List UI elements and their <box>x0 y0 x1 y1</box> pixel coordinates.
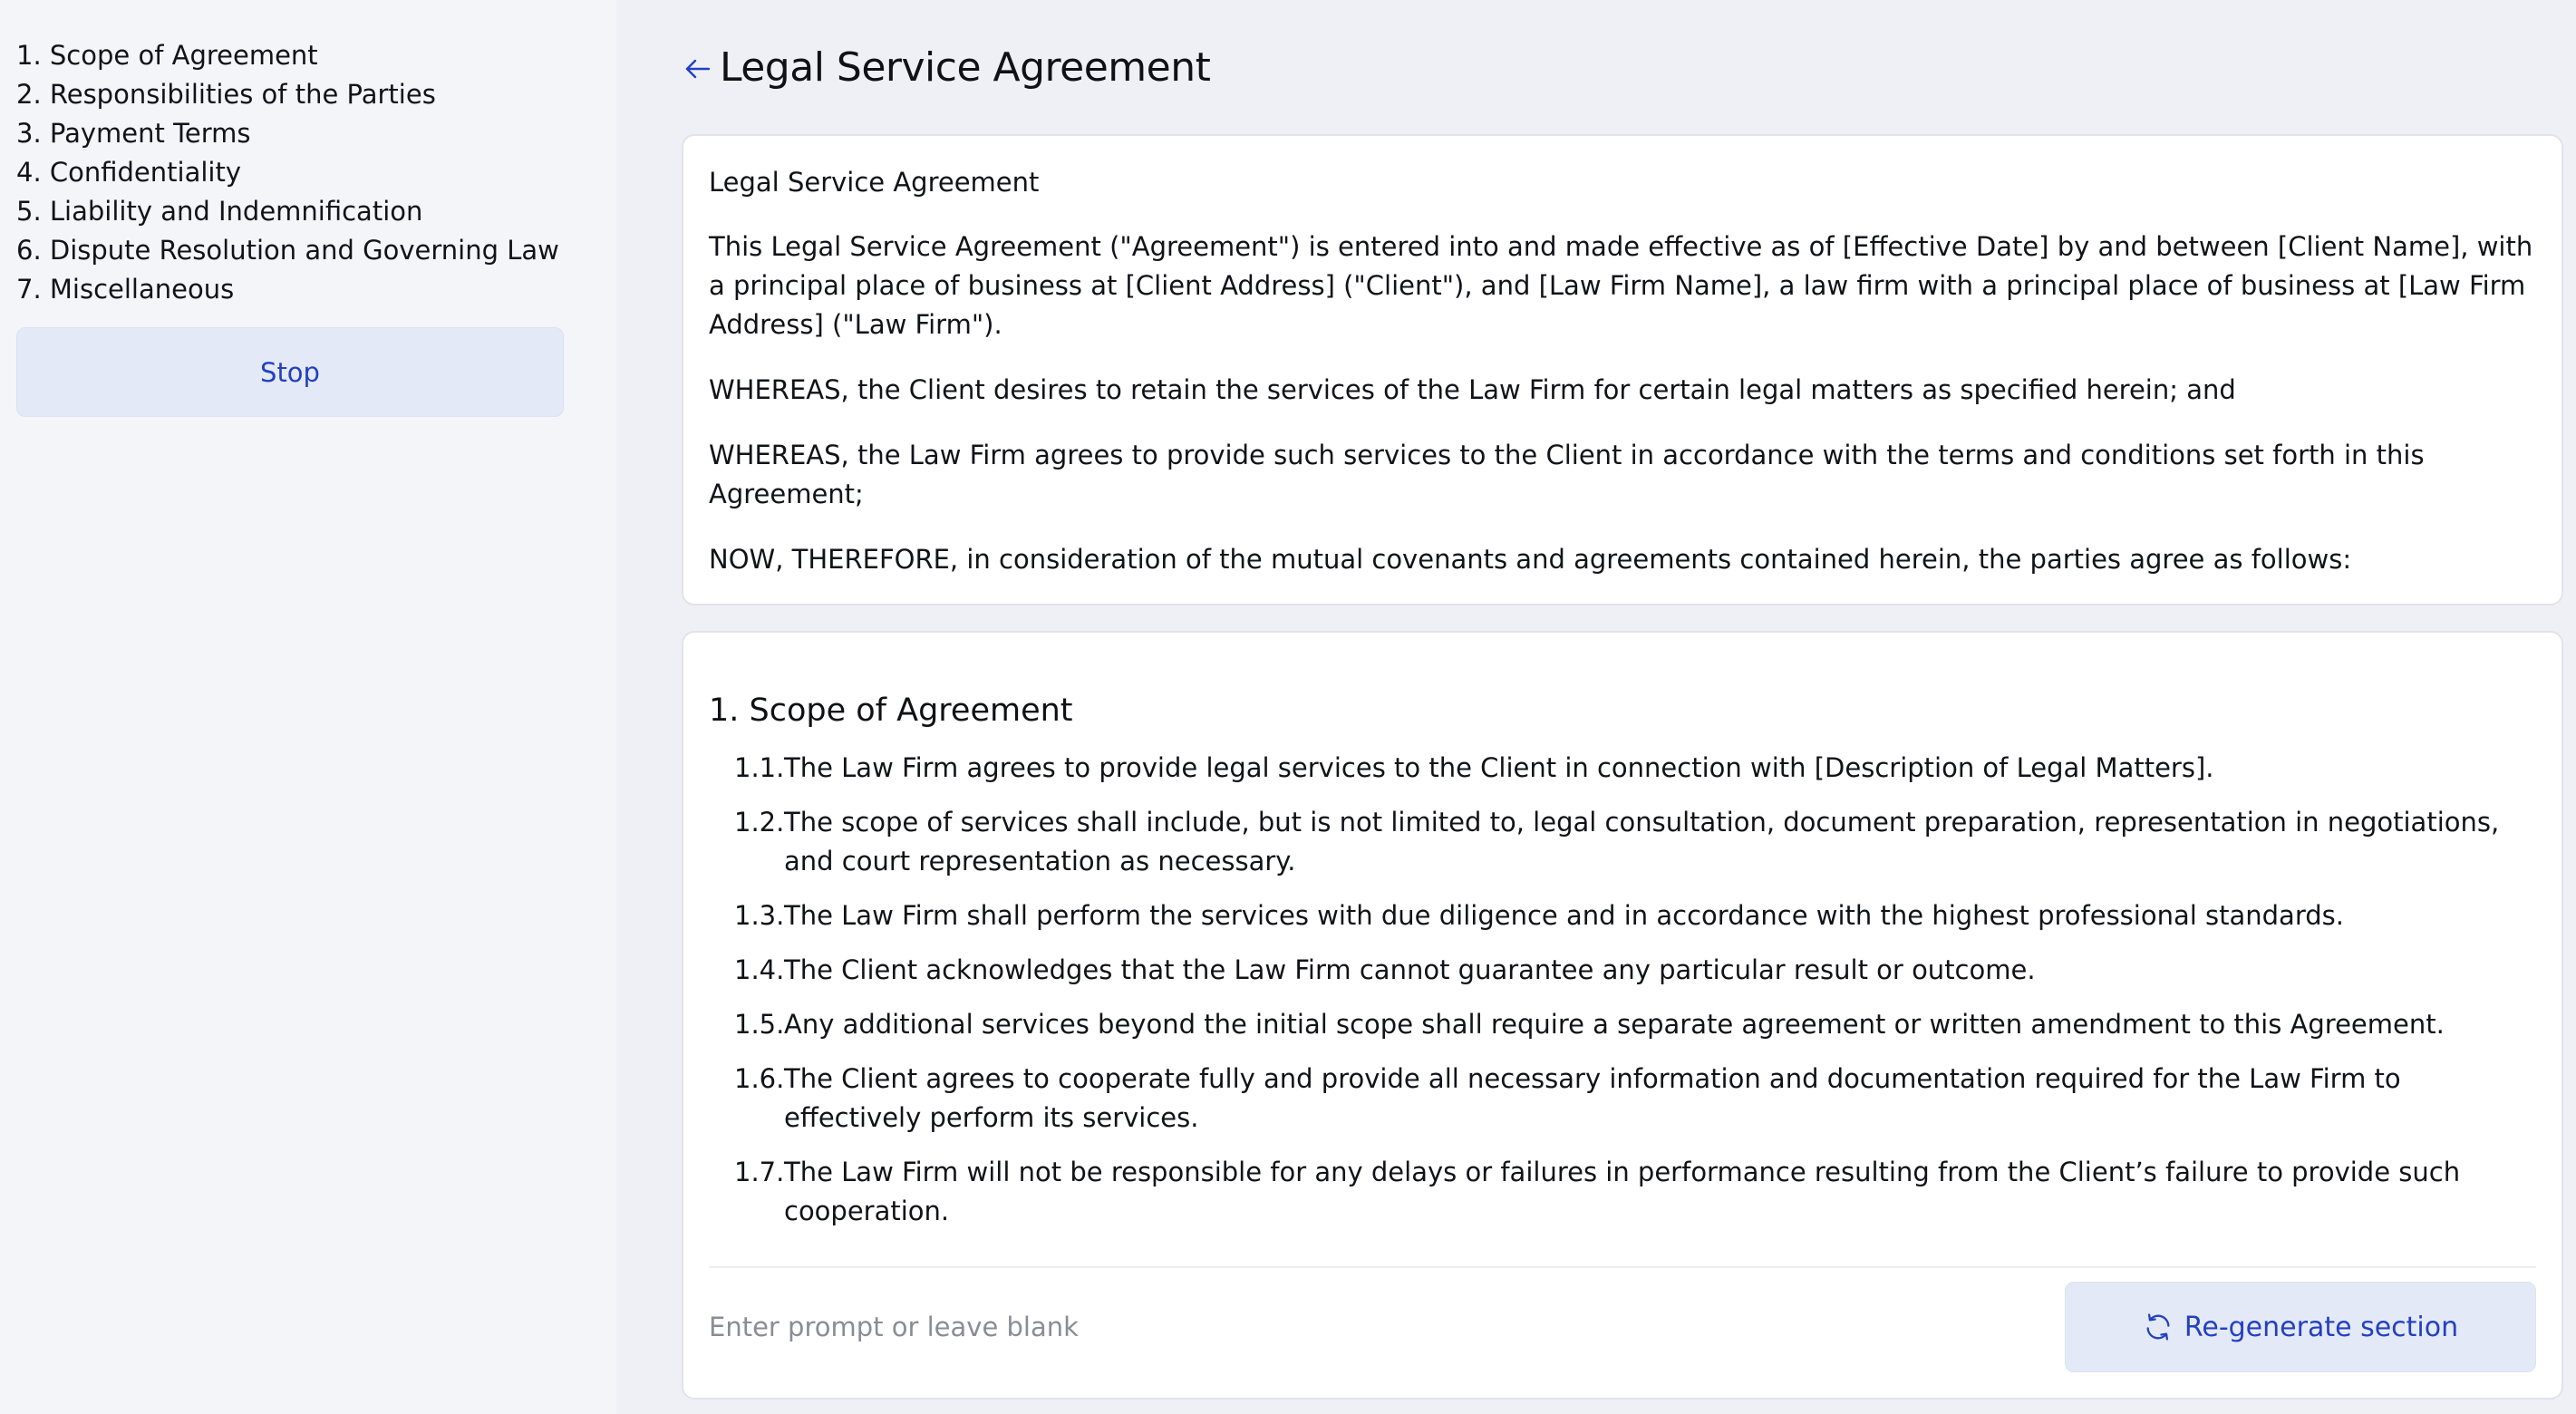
clause-item <box>734 896 2536 935</box>
main-content <box>616 0 2576 1414</box>
clause-number: 1.3. <box>734 900 785 931</box>
toc-item-responsibilities[interactable]: 2. Responsibilities of the Parties <box>16 79 436 110</box>
clause-text: The Client acknowledges that the Law Firm cannot guarantee any particular result or outcome. <box>784 954 2036 985</box>
regenerate-section-button[interactable] <box>2065 1282 2536 1372</box>
section-heading: 1. Scope of Agreement <box>709 692 1073 729</box>
divider <box>709 1266 2536 1268</box>
page-title: Legal Service Agreement <box>720 44 1211 91</box>
clause-item <box>734 951 2536 990</box>
intro-paragraph: WHEREAS, the Client desires to retain the services of the Law Firm for certain legal matters as specified herein; and <box>709 374 2236 405</box>
clause-text: The scope of services shall include, but is not limited to, legal consultation, document preparation, representation in negotiations, and court representation as necessary. <box>784 807 2500 876</box>
intro-paragraph: This Legal Service Agreement ("Agreement") is entered into and made effective as of [Effective Date] by and between [Client Name], with a principal place of business at [Client Address] ("Client"), and [Law Firm Name], a law firm with a principal place of business at [Law Firm Address] ("Law Firm"). <box>709 231 2533 340</box>
intro-card <box>682 134 2563 605</box>
clause-text: The Law Firm agrees to provide legal services to the Client in connection with [Description of Legal Matters]. <box>784 752 2214 783</box>
prompt-input[interactable] <box>709 1312 2065 1342</box>
clause-number: 1.7. <box>734 1157 785 1187</box>
toc-item-dispute-resolution[interactable]: 6. Dispute Resolution and Governing Law <box>16 235 559 266</box>
toc-item-miscellaneous[interactable]: 7. Miscellaneous <box>16 274 235 305</box>
toc-item-payment[interactable]: 3. Payment Terms <box>16 118 251 149</box>
clause-text: The Client agrees to cooperate fully and provide all necessary information and documentation required for the Law Firm to effectively perform its services. <box>784 1063 2401 1133</box>
clause-item <box>734 1005 2536 1044</box>
clause-text: The Law Firm shall perform the services with due diligence and in accordance with the highest professional standards. <box>784 900 2344 931</box>
clause-text: The Law Firm will not be responsible for any delays or failures in performance resulting from the Client’s failure to provide such cooperation. <box>784 1157 2461 1226</box>
clause-list <box>709 749 2536 1231</box>
table-of-contents <box>16 36 600 309</box>
stop-button[interactable]: Stop <box>16 327 564 417</box>
clause-number: 1.4. <box>734 954 785 985</box>
intro-heading: Legal Service Agreement <box>709 167 1040 198</box>
clause-item <box>734 1060 2536 1138</box>
prompt-row <box>709 1282 2536 1372</box>
page-header <box>682 0 2563 134</box>
sidebar <box>0 0 616 1414</box>
clause-item <box>734 749 2536 788</box>
clause-number: 1.1. <box>734 752 785 783</box>
refresh-icon <box>2143 1312 2174 1342</box>
clause-number: 1.5. <box>734 1009 785 1040</box>
intro-paragraph: NOW, THEREFORE, in consideration of the mutual covenants and agreements contained herein, the parties agree as follows: <box>709 544 2352 575</box>
clause-text: Any additional services beyond the initial scope shall require a separate agreement or written amendment to this Agreement. <box>784 1009 2445 1040</box>
regenerate-section-label: Re-generate section <box>2184 1311 2459 1343</box>
toc-item-liability[interactable]: 5. Liability and Indemnification <box>16 196 423 227</box>
intro-paragraph: WHEREAS, the Law Firm agrees to provide such services to the Client in accordance with the terms and conditions set forth in this Agreement; <box>709 440 2425 509</box>
section-card-scope <box>682 631 2563 1399</box>
toc-item-confidentiality[interactable]: 4. Confidentiality <box>16 157 242 188</box>
arrow-left-icon[interactable] <box>682 53 714 85</box>
clause-item <box>734 1153 2536 1231</box>
clause-number: 1.2. <box>734 807 785 838</box>
toc-item-scope[interactable]: 1. Scope of Agreement <box>16 40 318 71</box>
clause-number: 1.6. <box>734 1063 785 1094</box>
clause-item <box>734 803 2536 881</box>
